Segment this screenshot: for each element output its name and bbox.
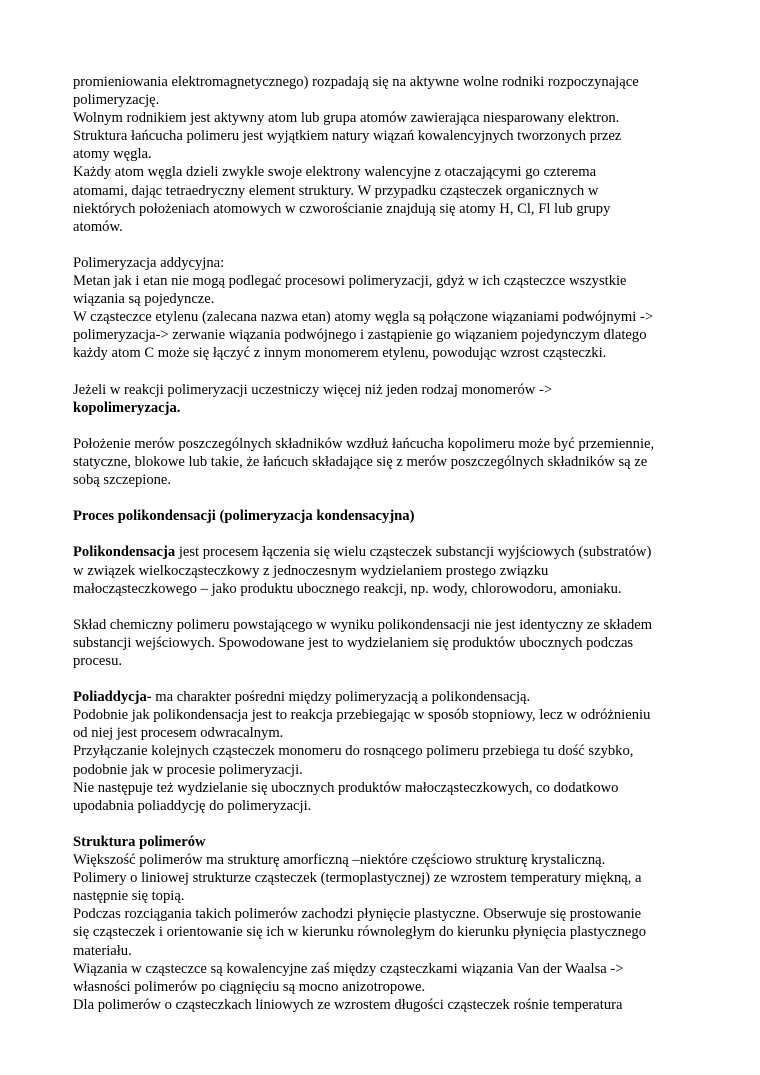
paragraph-gap bbox=[73, 417, 695, 435]
text-line: Przyłączanie kolejnych cząsteczek monomeru do rosnącego polimeru przebiega tu dość szybko, bbox=[73, 743, 634, 760]
text-line: Większość polimerów ma strukturę amorficzną –niektóre częściowo strukturę krystaliczną. bbox=[73, 852, 606, 869]
paragraph-polyaddition bbox=[73, 688, 695, 815]
text-line: materiału. bbox=[73, 942, 132, 959]
text-line: atomami, dając tetraedryczny element struktury. W przypadku cząsteczek organicznych w bbox=[73, 182, 599, 199]
text-line: Skład chemiczny polimeru powstającego w wyniku polikondensacji nie jest identyczny ze składem bbox=[73, 616, 653, 633]
text-line: się cząsteczek i orientowanie się ich w kierunku równoległym do kierunku płynięcia plastycznego bbox=[73, 924, 647, 941]
text-line: Polimery o liniowej strukturze cząsteczek (termoplastycznej) ze wzrostem temperatury miękną, a bbox=[73, 870, 642, 887]
text-line: wiązania są pojedyncze. bbox=[73, 291, 215, 308]
text-line: małocząsteczkowego – jako produktu ubocznego reakcji, np. wody, chlorowodoru, amoniaku. bbox=[73, 580, 622, 597]
paragraph-polycondensation bbox=[73, 543, 695, 597]
text-line: Dla polimerów o cząsteczkach liniowych ze wzrostem długości cząsteczek rośnie temperatura bbox=[73, 996, 623, 1013]
text-line: Podczas rozciągania takich polimerów zachodzi płynięcie plastyczne. Obserwuje się prostowanie bbox=[73, 906, 642, 923]
section-heading-polycondensation bbox=[73, 507, 695, 525]
text-line: substancji wejściowych. Spowodowane jest to wydzielaniem się produktów ubocznych podczas bbox=[73, 634, 634, 651]
text-line: od niej jest procesem odwracalnym. bbox=[73, 725, 284, 742]
paragraph-gap bbox=[73, 525, 695, 543]
paragraph-copolymerization bbox=[73, 381, 695, 417]
text-line: procesu. bbox=[73, 653, 123, 669]
paragraph-addition-polymerization bbox=[73, 254, 695, 363]
text-line: Każdy atom węgla dzieli zwykle swoje elektrony walencyjne z otaczającymi go czterema bbox=[73, 164, 597, 181]
text-line: Struktura łańcucha polimeru jest wyjątkiem natury wiązań kowalencyjnych tworzonych przez bbox=[73, 128, 622, 145]
bold-term-poliaddycja: Poliaddycja- bbox=[73, 689, 152, 706]
text-line: własności polimerów po ciągnięciu są mocno anizotropowe. bbox=[73, 978, 426, 995]
text-line: Metan jak i etan nie mogą podlegać procesowi polimeryzacji, gdyż w ich cząsteczce wszystkie bbox=[73, 273, 627, 290]
text-line: atomy węgla. bbox=[73, 146, 152, 163]
bold-term-polikondensacja: Polikondensacja bbox=[73, 544, 176, 561]
paragraph-polymer-structure bbox=[73, 851, 695, 1014]
text-line: Nie następuje też wydzielanie się ubocznych produktów małocząsteczkowych, co dodatkowo bbox=[73, 779, 619, 796]
text-line: następnie się topią. bbox=[73, 888, 185, 905]
paragraph-gap bbox=[73, 236, 695, 254]
text-line: Wolnym rodnikiem jest aktywny atom lub grupa atomów zawierająca niesparowany elektron. bbox=[73, 110, 620, 127]
document-page bbox=[73, 73, 695, 1014]
text-line: Podobnie jak polikondensacja jest to reakcja przebiegając w sposób stopniowy, lecz w odróżnieniu bbox=[73, 707, 651, 724]
paragraph-radicals bbox=[73, 73, 695, 236]
bold-term-kopolimeryzacja: kopolimeryzacja. bbox=[73, 399, 181, 416]
section-heading-polymer-structure bbox=[73, 833, 695, 851]
text-run: ma charakter pośredni między polimeryzacją a polikondensacją. bbox=[151, 689, 531, 706]
text-line: Jeżeli w reakcji polimeryzacji uczestniczy więcej niż jeden rodzaj monomerów -> bbox=[73, 381, 553, 398]
paragraph-gap bbox=[73, 670, 695, 688]
text-line: w związek wielkocząsteczkowy z jednoczesnym wydzielaniem prostego związku bbox=[73, 562, 549, 579]
text-run: jest procesem łączenia się wielu cząsteczek substancji wyjściowych (substratów) bbox=[175, 544, 652, 561]
text-line: Położenie merów poszczególnych składników wzdłuż łańcucha kopolimeru może być przemiennie, bbox=[73, 435, 655, 452]
text-line: polimeryzację. bbox=[73, 92, 160, 109]
paragraph-mer-positions bbox=[73, 435, 695, 489]
paragraph-gap bbox=[73, 489, 695, 507]
heading-text: Proces polikondensacji (polimeryzacja kondensacyjna) bbox=[73, 508, 415, 525]
text-line bbox=[73, 543, 695, 561]
text-line: atomów. bbox=[73, 218, 123, 235]
paragraph-gap bbox=[73, 598, 695, 616]
text-line: każdy atom C może się łączyć z innym monomerem etylenu, powodując wzrost cząsteczki. bbox=[73, 345, 607, 362]
text-line: sobą szczepione. bbox=[73, 472, 172, 489]
text-line: W cząsteczce etylenu (zalecana nazwa etan) atomy węgla są połączone wiązaniami podwójnymi -> bbox=[73, 309, 654, 326]
text-line bbox=[73, 399, 695, 417]
paragraph-gap bbox=[73, 363, 695, 381]
text-line: Polimeryzacja addycyjna: bbox=[73, 254, 225, 271]
paragraph-gap bbox=[73, 815, 695, 833]
text-line: statyczne, blokowe lub takie, że łańcuch składające się z merów poszczególnych składników są ze bbox=[73, 453, 648, 470]
paragraph-chemical-composition bbox=[73, 616, 695, 670]
text-line: upodabnia poliaddycję do polimeryzacji. bbox=[73, 797, 312, 814]
text-line: promieniowania elektromagnetycznego) rozpadają się na aktywne wolne rodniki rozpoczynające bbox=[73, 74, 639, 90]
text-line: niektórych położeniach atomowych w czworościanie znajdują się atomy H, Cl, Fl lub grupy bbox=[73, 200, 611, 217]
text-line bbox=[73, 688, 695, 706]
text-line: Wiązania w cząsteczce są kowalencyjne zaś między cząsteczkami wiązania Van der Waalsa -> bbox=[73, 960, 624, 977]
text-line: polimeryzacja-> zerwanie wiązania podwójnego i zastąpienie go wiązaniem pojedynczym dlatego bbox=[73, 327, 647, 344]
text-line: podobnie jak w procesie polimeryzacji. bbox=[73, 761, 303, 778]
heading-text: Struktura polimerów bbox=[73, 833, 206, 850]
